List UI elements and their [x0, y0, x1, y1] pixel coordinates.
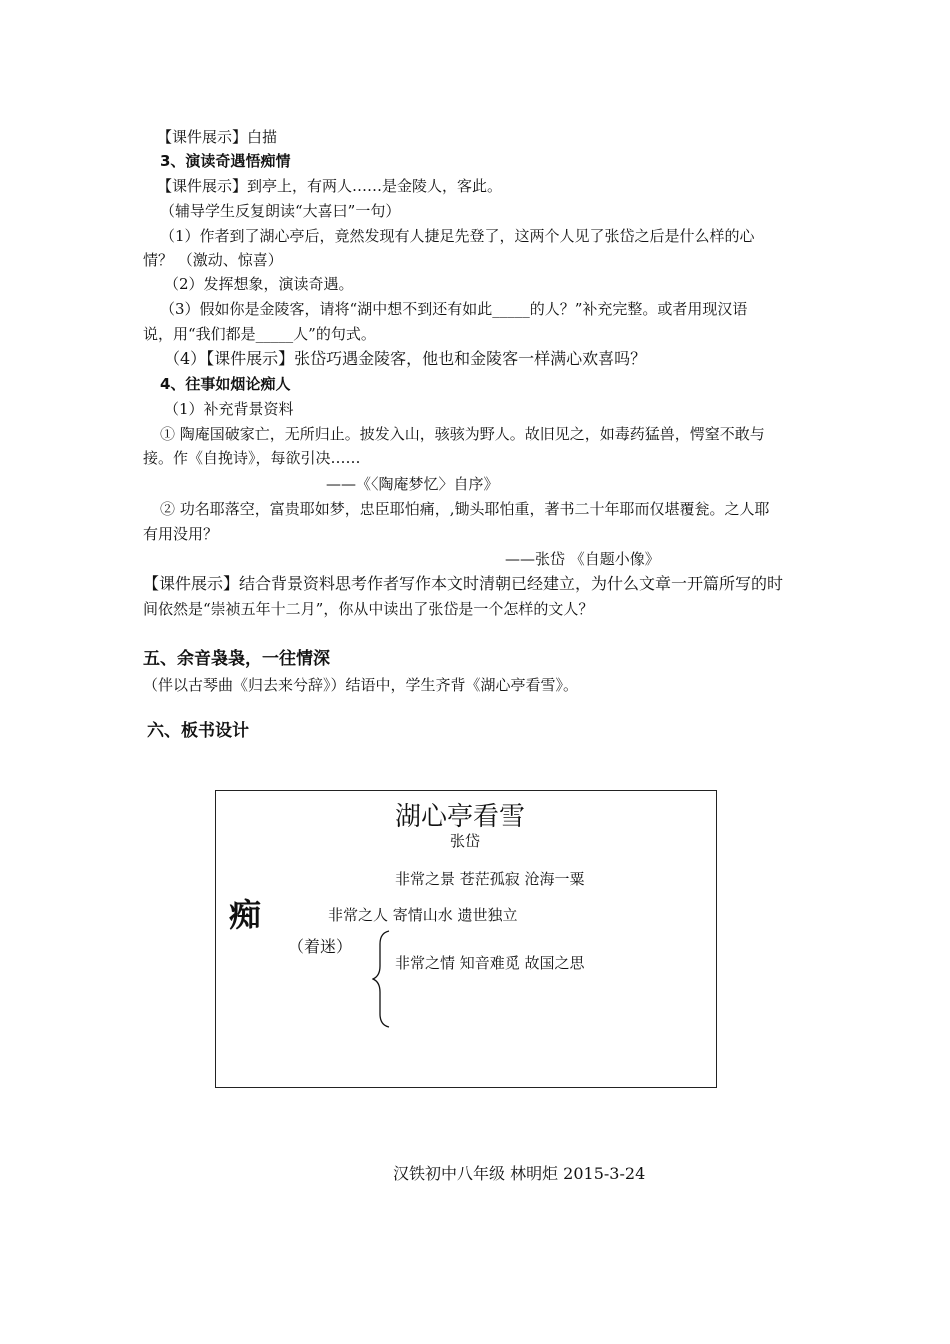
text-line: （4）【课件展示】张岱巧遇金陵客，他也和金陵客一样满心欢喜吗？	[164, 349, 647, 368]
text-line: 间依然是“崇祯五年十二月”，你从中读出了张岱是一个怎样的文人？	[143, 600, 594, 618]
section-title: 五、余音袅袅，一往情深	[143, 649, 330, 669]
text-line: 接。作《自挽诗》，每欲引决……	[143, 449, 361, 467]
text-line: （伴以古琴曲《归去来兮辞》）结语中，学生齐背《湖心亭看雪》。	[143, 676, 579, 694]
text-line: ② 功名耶落空，富贵耶如梦，忠臣耶怕痛，,锄头耶怕重，著书二十年耶而仅堪覆瓮。之人耶	[160, 500, 770, 518]
section-heading: 4、往事如烟论痴人	[160, 375, 291, 393]
text-line: ① 陶庵国破家亡，无所归止。披发入山，骇骇为野人。故旧见之，如毒药猛兽，愕窒不敢与	[160, 425, 765, 443]
board-title: 湖心亭看雪	[395, 802, 526, 832]
text-line: 情？ （激动、惊喜）	[143, 251, 283, 269]
board-row-person: 非常之人 寄情山水 遗世独立	[328, 906, 518, 924]
text-line: 说，用“我们都是_____人”的句式。	[143, 325, 376, 343]
board-row-scenery: 非常之景 苍茫孤寂 沧海一粟	[395, 870, 585, 888]
board-row-emotion: 非常之情 知音难觅 故国之思	[395, 954, 585, 972]
curly-brace-icon	[372, 930, 392, 1028]
footer-info: 汉铁初中八年级 林明炬 2015-3-24	[393, 1164, 646, 1183]
board-zhaomi: （着迷）	[288, 937, 353, 956]
text-line: 【课件展示】结合背景资料思考作者写作本文时清朝已经建立，为什么文章一开篇所写的时	[143, 574, 784, 593]
text-line: 【课件展示】白描	[157, 128, 278, 146]
text-line: （辅导学生反复朗读“大喜曰”一句）	[160, 202, 401, 220]
citation: ——《〈陶庵梦忆〉自序》	[326, 475, 499, 493]
text-line: 【课件展示】到亭上，有两人……是金陵人，客此。	[157, 177, 503, 195]
section-heading: 3、演读奇遇悟痴情	[160, 152, 291, 170]
section-title: 六、板书设计	[147, 721, 249, 741]
text-line: （2）发挥想象，演读奇遇。	[164, 275, 354, 293]
citation: ——张岱 《自题小像》	[505, 550, 660, 568]
text-line: （3）假如你是金陵客，请将“湖中想不到还有如此_____的人？”补充完整。或者用现汉语	[160, 300, 748, 318]
text-line: （1）作者到了湖心亭后，竟然发现有人捷足先登了，这两个人见了张岱之后是什么样的心	[160, 227, 755, 245]
board-chi-char: 痴	[229, 896, 262, 934]
text-line: （1）补充背景资料	[164, 400, 294, 418]
text-line: 有用没用？	[143, 525, 219, 543]
board-author: 张岱	[450, 832, 481, 850]
